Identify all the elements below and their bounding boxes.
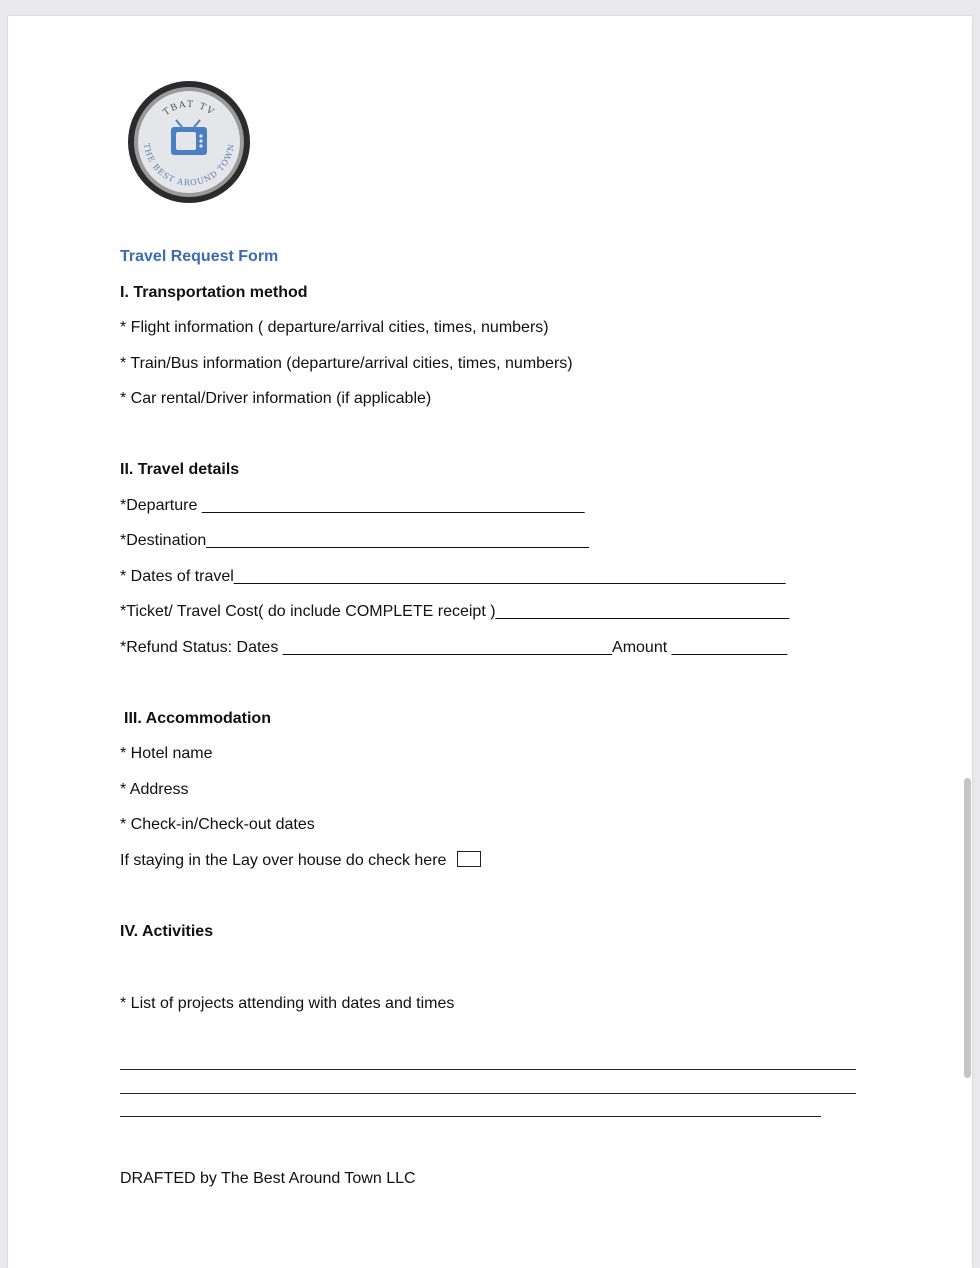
document-page (8, 16, 972, 1268)
layover-label: If staying in the Lay over house do check here (120, 852, 447, 869)
cost-row (120, 602, 789, 622)
hotel-name-item: * Hotel name (120, 745, 213, 762)
refund-row (120, 638, 787, 658)
cost-field[interactable]: _________________________________ (495, 603, 790, 620)
departure-field[interactable]: ___________________________________________ (201, 497, 585, 514)
cost-label: *Ticket/ Travel Cost( do include COMPLETE receipt ) (120, 603, 496, 620)
refund-label: *Refund Status: Dates (120, 639, 279, 656)
section-transportation-heading: I. Transportation method (120, 284, 308, 301)
form-title: Travel Request Form (120, 248, 279, 265)
projects-label: * List of projects attending with dates and times (120, 995, 455, 1012)
dates-label: * Dates of travel (120, 568, 234, 585)
destination-row (120, 531, 589, 551)
address-item: * Address (120, 781, 189, 798)
departure-row (120, 496, 584, 516)
check-dates-item: * Check-in/Check-out dates (120, 816, 315, 833)
section-accommodation-heading: III. Accommodation (124, 710, 271, 727)
logo-ring-text: THE BEST AROUND TOWN (142, 142, 237, 188)
projects-line-2[interactable] (120, 1093, 856, 1094)
logo-top-text: TBAT TV (161, 99, 217, 119)
projects-line-3[interactable] (120, 1116, 821, 1117)
amount-label: Amount (612, 639, 668, 656)
section-activities-heading: IV. Activities (120, 923, 214, 940)
company-logo (124, 77, 254, 207)
layover-row (120, 851, 481, 871)
projects-line-1[interactable] (120, 1069, 856, 1070)
vertical-scrollbar[interactable] (964, 778, 971, 1078)
layover-checkbox[interactable] (457, 851, 481, 867)
dates-row (120, 567, 786, 587)
footer-drafted-by: DRAFTED by The Best Around Town LLC (120, 1170, 416, 1187)
destination-field[interactable]: ___________________________________________ (206, 532, 589, 549)
amount-field[interactable]: _____________ (671, 639, 788, 656)
car-rental-info-item: * Car rental/Driver information (if applicable) (120, 390, 432, 407)
dates-field[interactable]: ______________________________________________________________ (233, 568, 786, 585)
section-travel-details-heading: II. Travel details (120, 461, 240, 478)
flight-info-item: * Flight information ( departure/arrival cities, times, numbers) (120, 319, 549, 336)
destination-label: *Destination (120, 532, 207, 549)
train-bus-info-item: * Train/Bus information (departure/arrival cities, times, numbers) (120, 355, 573, 372)
departure-label: *Departure (120, 497, 198, 514)
refund-dates-field[interactable]: _____________________________________ (282, 639, 613, 656)
